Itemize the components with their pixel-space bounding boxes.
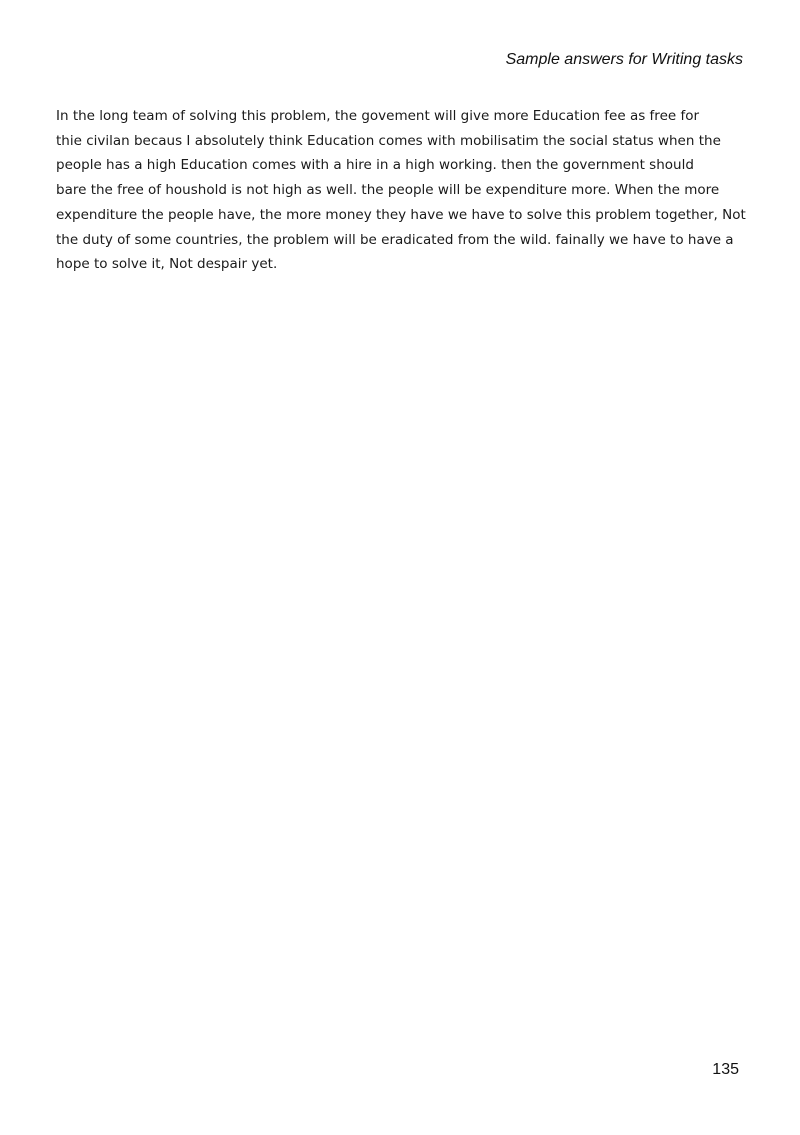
answer-line: bare the free of houshold is not high as well. the people will be expenditure more. When the more (56, 182, 720, 199)
answer-line: hope to solve it, Not despair yet. (56, 256, 278, 273)
answer-line: people has a high Education comes with a hire in a high working. then the government should (56, 157, 694, 174)
answer-line: the duty of some countries, the problem will be eradicated from the wild. fainally we have to have a (56, 231, 734, 248)
answer-line: thie civilan becaus I absolutely think Education comes with mobilisatim the social status when the (56, 132, 721, 149)
answer-line: In the long team of solving this problem, the govement will give more Education fee as free for (56, 108, 700, 124)
handwritten-answer (56, 104, 746, 277)
answer-line: expenditure the people have, the more money they have we have to solve this problem together, Not (56, 206, 746, 223)
running-header: Sample answers for Writing tasks (505, 51, 743, 68)
page-number: 135 (712, 1061, 739, 1078)
